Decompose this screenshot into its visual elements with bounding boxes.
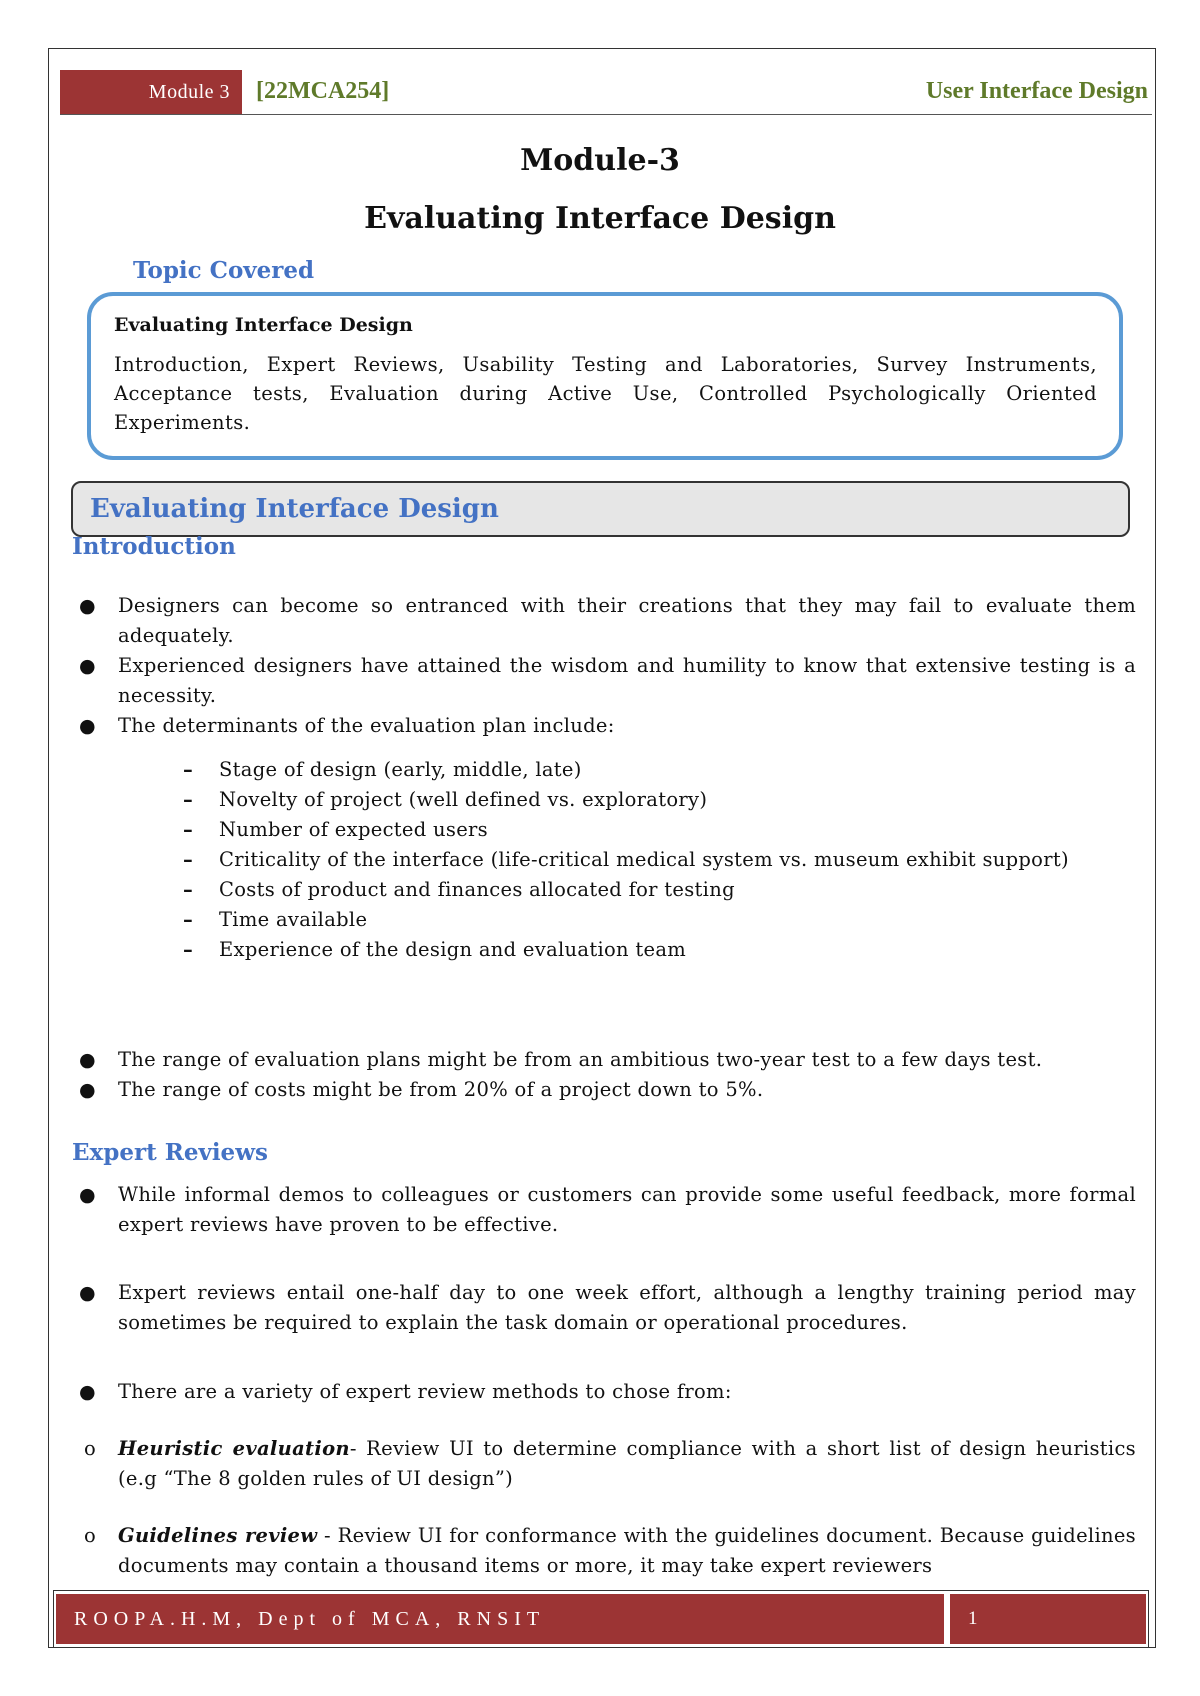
bullet-icon: ●	[79, 1282, 96, 1304]
intro-bullet-list	[72, 591, 1136, 741]
list-item: – Time available	[183, 905, 1143, 935]
list-item: ● Designers can become so entranced with their creations that they may fail to evaluate them adequately.	[72, 591, 1136, 651]
list-item: – Costs of product and finances allocated for testing	[183, 875, 1143, 905]
topic-box-text: Introduction, Expert Reviews, Usability Testing and Laboratories, Survey Instruments, Acceptance tests, Evaluation during Active Use, Controlled Psychologically Oriented Experiments.	[114, 353, 1097, 434]
list-item: – Novelty of project (well defined vs. exploratory)	[183, 785, 1143, 815]
list-item: ● The determinants of the evaluation plan include:	[72, 711, 1136, 741]
expert-reviews-heading: Expert Reviews	[72, 1139, 268, 1166]
topic-box-title: Evaluating Interface Design	[114, 314, 413, 336]
section-bar	[71, 481, 1130, 537]
course-code: [22MCA254]	[256, 78, 390, 104]
expert-bullet-1	[72, 1278, 1136, 1338]
list-item: – Experience of the design and evaluation team	[183, 935, 1143, 965]
list-item: ● The range of evaluation plans might be from an ambitious two-year test to a few days test.	[72, 1045, 1136, 1075]
list-item: ● The range of costs might be from 20% of a project down to 5%.	[72, 1075, 1136, 1105]
method-text: Review UI for conformance with the guidelines document. Because guidelines documents may contain a thousand items or more, it may take expert reviewers	[118, 1524, 1136, 1577]
dash-icon: –	[183, 878, 194, 901]
bullet-icon: ●	[79, 1049, 96, 1071]
topic-box	[87, 292, 1123, 460]
bullet-icon: ●	[79, 655, 96, 677]
subject-title: User Interface Design	[925, 78, 1148, 104]
method-guidelines-review: o Guidelines review - Review UI for conformance with the guidelines document. Because guidelines documents may contain a thousand items or more, it may take expert reviewers	[80, 1521, 1136, 1581]
dash-icon: –	[183, 818, 194, 841]
method-term: Guidelines review	[118, 1524, 318, 1547]
section-title: Evaluating Interface Design	[90, 494, 499, 524]
list-item: ● There are a variety of expert review methods to chose from:	[72, 1377, 1136, 1407]
bullet-icon: ●	[79, 1079, 96, 1101]
header-rule	[60, 114, 1152, 115]
list-item: – Number of expected users	[183, 815, 1143, 845]
list-item: ● Expert reviews entail one-half day to one week effort, although a lengthy training period may sometimes be required to explain the task domain or operational procedures.	[72, 1278, 1136, 1338]
list-item: – Stage of design (early, middle, late)	[183, 755, 1143, 785]
list-item: ● While informal demos to colleagues or customers can provide some useful feedback, more formal expert reviews have proven to be effective.	[72, 1180, 1136, 1240]
expert-bullet-2	[72, 1377, 1136, 1407]
topic-covered-label: Topic Covered	[133, 257, 315, 284]
dash-icon: –	[183, 938, 194, 961]
page-title: Evaluating Interface Design	[364, 201, 836, 236]
dash-icon: –	[183, 908, 194, 931]
footer-author: ROOPA.H.M, Dept of MCA, RNSIT	[56, 1594, 944, 1644]
dash-icon: –	[183, 848, 194, 871]
dash-icon: –	[183, 788, 194, 811]
page-number: 1	[950, 1594, 1146, 1644]
method-text: Review UI to determine compliance with a short list of design heuristics (e.g “The 8 golden rules of UI design”)	[118, 1437, 1136, 1490]
list-item: – Criticality of the interface (life-critical medical system vs. museum exhibit support)	[183, 845, 1143, 875]
bullet-icon: ●	[79, 1381, 96, 1403]
bullet-icon: ●	[79, 595, 96, 617]
introduction-heading: Introduction	[72, 533, 236, 560]
expert-bullet-0	[72, 1180, 1136, 1240]
bullet-icon: ●	[79, 1184, 96, 1206]
intro-range-list	[72, 1045, 1136, 1105]
list-item: ● Experienced designers have attained the wisdom and humility to know that extensive testing is a necessity.	[72, 651, 1136, 711]
module-title: Module-3	[520, 143, 680, 178]
dash-icon: –	[183, 758, 194, 781]
circle-bullet-icon: o	[84, 1524, 97, 1547]
method-heuristic-evaluation: o Heuristic evaluation- Review UI to determine compliance with a short list of design heuristics (e.g “The 8 golden rules of UI design”)	[80, 1434, 1136, 1494]
determinants-list	[183, 755, 1143, 965]
method-term: Heuristic evaluation	[118, 1437, 350, 1460]
module-tag: Module 3	[60, 70, 242, 114]
circle-bullet-icon: o	[84, 1437, 97, 1460]
bullet-icon: ●	[79, 715, 96, 737]
